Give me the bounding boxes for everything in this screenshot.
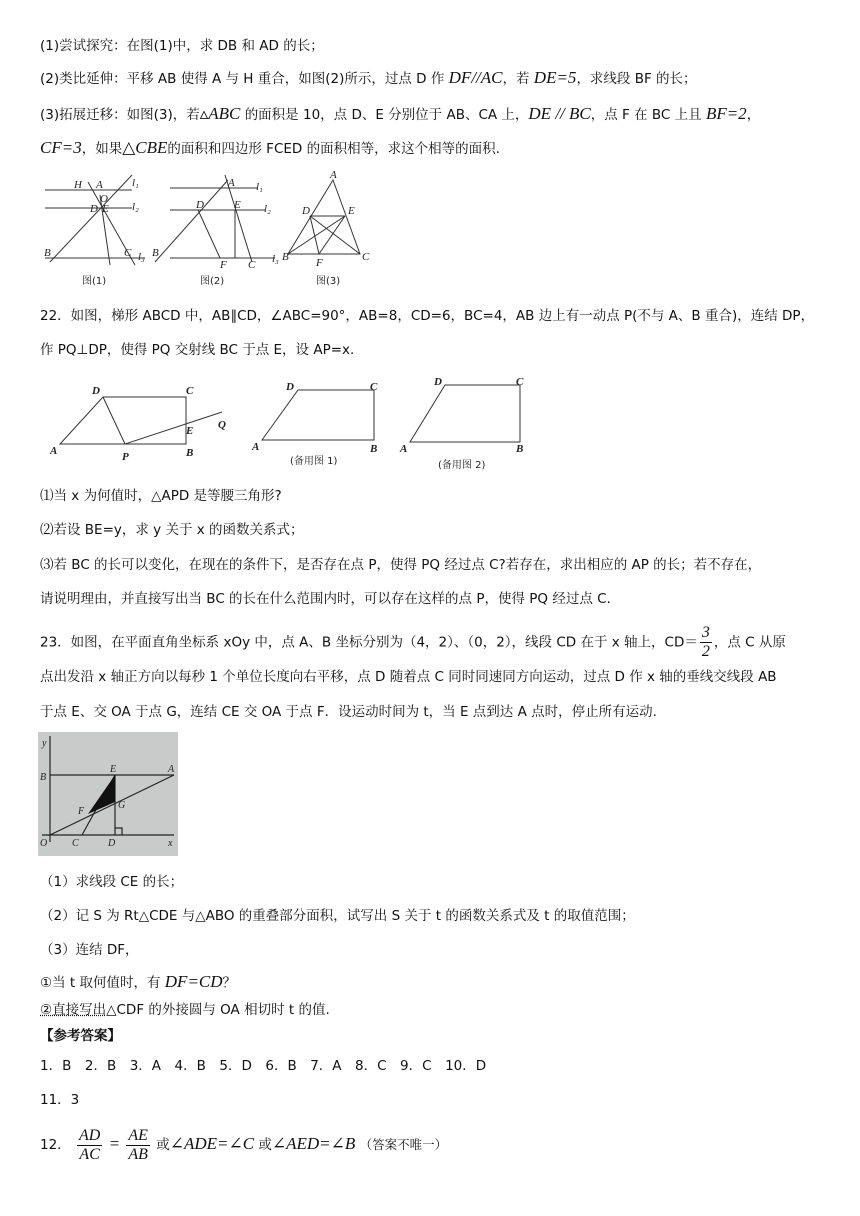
svg-text:l₂: l₂ xyxy=(264,203,271,215)
q22-backup-figure-1 xyxy=(262,390,374,440)
svg-text:l₂: l₂ xyxy=(132,201,139,213)
svg-text:H: H xyxy=(74,179,82,191)
svg-text:F: F xyxy=(78,806,85,817)
svg-text:O: O xyxy=(40,838,48,849)
svg-text:F: F xyxy=(220,259,227,271)
svg-text:B: B xyxy=(370,443,378,455)
svg-text:A: A xyxy=(228,177,235,189)
svg-text:y: y xyxy=(42,738,47,749)
svg-text:B: B xyxy=(282,251,289,263)
cd-fraction: $\frac{3}{2}$ xyxy=(701,624,710,660)
q22-stem-line1: 22．如图，梯形 ABCD 中，AB∥CD，∠ABC=90°，AB=8，CD=6，BC=4，AB 边上有一动点 P(不与 A、B 重合)，连结 DP， xyxy=(40,308,815,324)
answers-row-1: 1．B 2．B 3．A 4．B 5．D 6．B 7．A 8．C 9．C 10．D xyxy=(40,1058,487,1074)
q23-sub1: （1）求线段 CE 的长； xyxy=(40,874,184,890)
svg-text:A: A xyxy=(168,764,175,775)
q21-part3: (3)拓展迁移：如图(3)，若▵ABC 的面积是 10，点 D、E 分别位于 AB、CA 上，DE // BC，点 F 在 BC 上且 BF=2， xyxy=(40,104,761,123)
svg-text:B: B xyxy=(44,247,51,259)
svg-text:F: F xyxy=(316,257,323,269)
svg-text:A: A xyxy=(400,443,408,455)
svg-text:D: D xyxy=(90,203,98,215)
svg-text:C: C xyxy=(124,247,132,259)
svg-text:O: O xyxy=(100,193,108,205)
backup-figure-1-caption: (备用图 1) xyxy=(290,456,338,467)
svg-text:A: A xyxy=(96,179,103,191)
svg-text:C: C xyxy=(370,381,378,393)
svg-text:D: D xyxy=(302,205,310,217)
svg-text:E: E xyxy=(186,425,194,437)
answers-row-2: 11．3 xyxy=(40,1092,80,1108)
q23-sub3-1: ①当 t 取何值时，有 DF=CD？ xyxy=(40,972,237,991)
svg-text:B: B xyxy=(516,443,524,455)
answers-heading: 【参考答案】 xyxy=(40,1028,121,1044)
figure-2-caption: 图(2) xyxy=(200,276,225,287)
figure-1-caption: 图(1) xyxy=(82,276,107,287)
q21-part2: (2)类比延伸：平移 AB 使得 A 与 H 重合，如图(2)所示，过点 D 作 DF//AC，若 DE=5，求线段 BF 的长； xyxy=(40,68,697,87)
q22-main-figure xyxy=(60,397,222,444)
answers-row-3: 12． $\frac{AD}{AC}$ = $\frac{AE}{AB}$ 或∠ADE=∠C 或∠AED=∠B （答案不唯一） xyxy=(40,1126,448,1163)
svg-text:A: A xyxy=(252,441,260,453)
svg-text:l₁: l₁ xyxy=(256,181,263,193)
q23-coordinate-figure xyxy=(38,732,178,856)
backup-figure-2-caption: (备用图 2) xyxy=(438,460,486,471)
q22-sub1: ⑴当 x 为何值时，△APD 是等腰三角形? xyxy=(40,488,282,504)
svg-text:C: C xyxy=(72,838,79,849)
q22-sub3-line1: ⑶若 BC 的长可以变化，在现在的条件下，是否存在点 P，使得 PQ 经过点 C?若存在，求出相应的 AP 的长；若不存在， xyxy=(40,557,762,573)
svg-text:x: x xyxy=(168,838,173,849)
svg-text:C: C xyxy=(516,376,524,388)
svg-text:E: E xyxy=(348,205,355,217)
svg-text:B: B xyxy=(152,247,159,259)
svg-text:Q: Q xyxy=(218,419,226,431)
svg-text:l₃: l₃ xyxy=(272,253,279,265)
svg-text:D: D xyxy=(286,381,294,393)
q21-part1: (1)尝试探究：在图(1)中，求 DB 和 AD 的长； xyxy=(40,38,324,54)
svg-text:D: D xyxy=(108,838,116,849)
svg-text:E: E xyxy=(110,764,117,775)
svg-text:P: P xyxy=(122,451,129,463)
q23-sub3: （3）连结 DF， xyxy=(40,942,139,958)
q23-sub3-2: ②直接写出△CDF 的外接圆与 OA 相切时 t 的值. xyxy=(40,1002,330,1018)
q23-stem-line1: 23．如图，在平面直角坐标系 xOy 中，点 A、B 坐标分别为（4，2）、（0，2），线段 CD 在于 x 轴上，CD＝ $\frac{3}{2}$ ，点 C 从原 xyxy=(40,624,786,660)
svg-text:l₃: l₃ xyxy=(138,251,145,263)
svg-text:l₁: l₁ xyxy=(132,177,139,189)
figure-3 xyxy=(288,180,360,254)
svg-text:D: D xyxy=(196,199,204,211)
q23-stem-line3: 于点 E、交 OA 于点 G，连结 CE 交 OA 于点 F．设运动时间为 t，当 E 点到达 A 点时，停止所有运动. xyxy=(40,704,657,720)
svg-text:E: E xyxy=(102,203,109,215)
svg-text:A: A xyxy=(330,170,337,181)
q22-sub3-line2: 请说明理由，并直接写出当 BC 的长在什么范围内时，可以存在这样的点 P，使得 PQ 经过点 C. xyxy=(40,591,611,607)
q21-part4: CF=3，如果△CBE的面积和四边形 FCED 的面积相等，求这个相等的面积. xyxy=(40,138,500,157)
svg-text:B: B xyxy=(40,772,47,783)
svg-text:C: C xyxy=(362,251,370,263)
svg-text:G: G xyxy=(118,800,126,811)
svg-text:C: C xyxy=(186,385,194,397)
svg-text:D: D xyxy=(92,385,100,397)
q23-sub2: （2）记 S 为 Rt△CDE 与△ABO 的重叠部分面积，试写出 S 关于 t 的函数关系式及 t 的取值范围； xyxy=(40,908,635,924)
svg-text:D: D xyxy=(434,376,442,388)
q22-sub2: ⑵若设 BE=y，求 y 关于 x 的函数关系式； xyxy=(40,522,304,538)
svg-text:A: A xyxy=(50,445,58,457)
q22-backup-figure-2 xyxy=(410,385,520,442)
svg-text:B: B xyxy=(186,447,194,459)
q23-stem-line2: 点出发沿 x 轴正方向以每秒 1 个单位长度向右平移，点 D 随着点 C 同时同速同方向运动，过点 D 作 x 轴的垂线交线段 AB xyxy=(40,669,777,685)
svg-text:C: C xyxy=(248,259,256,271)
q22-stem-line2: 作 PQ⊥DP，使得 PQ 交射线 BC 于点 E，设 AP=x. xyxy=(40,342,355,358)
q22-figures xyxy=(40,372,540,472)
figure-3-caption: 图(3) xyxy=(316,276,341,287)
svg-text:E: E xyxy=(234,199,241,211)
q21-figures xyxy=(40,170,380,292)
